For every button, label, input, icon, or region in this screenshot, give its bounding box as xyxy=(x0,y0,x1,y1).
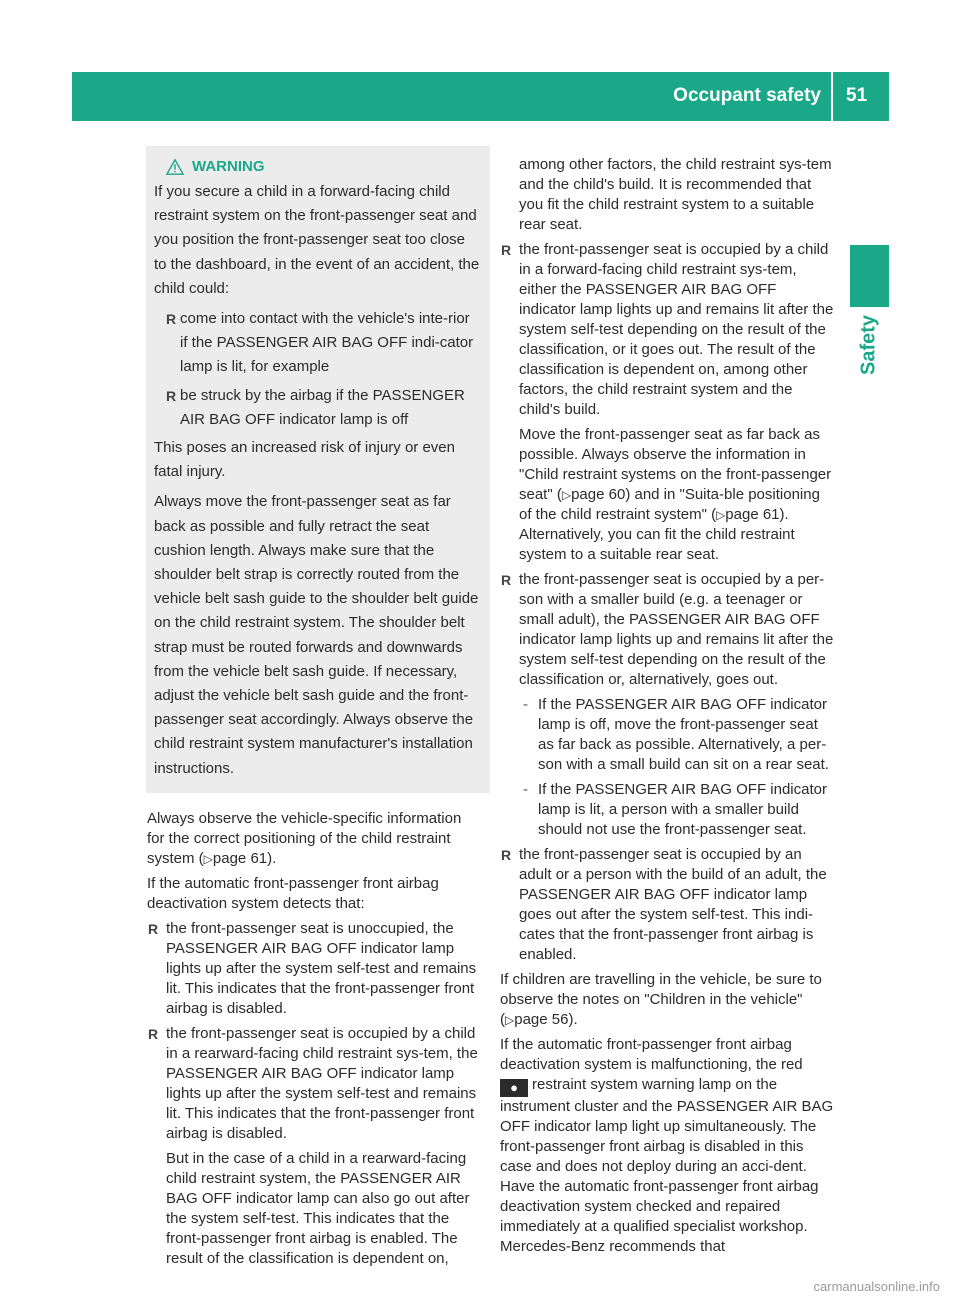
dash-item xyxy=(519,780,835,840)
dash-icon: - xyxy=(523,696,528,713)
warning-bullet xyxy=(154,384,481,432)
page-ref-arrow-icon: ▷ xyxy=(716,508,726,522)
right-column xyxy=(500,155,835,1262)
left-column xyxy=(147,146,481,1274)
paragraph-text: Move the front-passenger seat as far back as possible. Always observe the information in "Child restraint systems on the front-passenger seat" ( xyxy=(519,426,832,503)
airbag-warning-icon: ● xyxy=(500,1079,528,1097)
paragraph xyxy=(147,809,481,869)
paragraph-text: Always observe the vehicle-specific information for the correct positioning of the child restraint system ( xyxy=(147,809,462,867)
header-bar xyxy=(72,72,889,121)
page-reference-link[interactable]: page 61 xyxy=(212,849,268,867)
bullet-icon: R xyxy=(148,1025,159,1042)
list-item xyxy=(500,240,835,565)
bullet-icon: R xyxy=(501,572,512,588)
list-item-text: the front-passenger seat is occupied by a per-son with a smaller build (e.g. a teenager or small adult), the PASSENGER AIR BAG OFF indicator lamp lights up and remains lit after the system self-test depending on the result of the classification or, alternatively, goes out. xyxy=(519,571,834,688)
dash-icon: - xyxy=(523,781,528,798)
paragraph xyxy=(500,1035,835,1257)
list-item xyxy=(147,919,481,1019)
paragraph-text: ) and in "Suita-ble positioning of the child restraint system" ( xyxy=(519,486,820,523)
watermark: carmanualsonline.info xyxy=(813,1279,940,1294)
list-item xyxy=(500,570,835,840)
page-reference-link[interactable]: page 60 xyxy=(571,486,626,503)
page-ref-arrow-icon: ▷ xyxy=(561,488,572,502)
list-item-continued xyxy=(500,155,835,235)
paragraph-text: If the automatic front-passenger front airbag deactivation system is malfunctioning, the red xyxy=(500,1036,803,1073)
list-item xyxy=(147,1024,481,1269)
paragraph-text: ). xyxy=(267,849,277,867)
warning-bullet-text: be struck by the airbag if the PASSENGER AIR BAG OFF indicator lamp is off xyxy=(180,386,465,428)
warning-box xyxy=(146,146,490,793)
warning-title: WARNING xyxy=(192,158,265,175)
bullet-icon: R xyxy=(148,920,159,937)
list-item-text: the front-passenger seat is occupied by a child in a forward-facing child restraint sys-tem, either the PASSENGER AIR BAG OFF indicator lamp lights up and remains lit after the system self-test depending on the result of the classification, or it goes out. The result of the classification is dependent on, among other factors, the child restraint system and the child's build. xyxy=(519,241,834,418)
list-item-text: the front-passenger seat is occupied by an adult or a person with the build of an adult, the PASSENGER AIR BAG OFF indicator lamp goes out after the system self-test. This indi-cates that the front-passenger front airbag is enabled. xyxy=(519,846,827,963)
header-divider xyxy=(831,72,833,121)
dash-item xyxy=(519,695,835,775)
list-item-text: the front-passenger seat is unoccupied, the PASSENGER AIR BAG OFF indicator lamp lights up after the system self-test and remains lit. This indicates that the front-passenger front airbag is disabled. xyxy=(166,919,477,1017)
bullet-icon: R xyxy=(501,242,512,258)
list-item-subparagraph: But in the case of a child in a rearward-facing child restraint system, the PASSENGER AIR BAG OFF indicator lamp can also go out after the system self-test. This indicates that the front-passenger front airbag is enabled. The result of the classification is dependent on, xyxy=(166,1149,470,1267)
side-tab-marker xyxy=(850,245,889,307)
bullet-icon: R xyxy=(166,311,177,328)
bullet-icon: R xyxy=(166,387,177,404)
list-item-subparagraph xyxy=(519,425,835,565)
warning-heading xyxy=(166,156,481,178)
warning-bullet-text: come into contact with the vehicle's inte-rior if the PASSENGER AIR BAG OFF indi-cator lamp is lit, for example xyxy=(180,310,474,376)
bullet-icon: R xyxy=(501,847,512,863)
page-reference-link[interactable]: page 56 xyxy=(514,1011,569,1028)
paragraph xyxy=(500,970,835,1030)
page-section-title: Occupant safety xyxy=(673,85,821,106)
dash-item-text: If the PASSENGER AIR BAG OFF indicator lamp is lit, a person with a smaller build should not use the front-passenger seat. xyxy=(538,781,827,838)
list-item xyxy=(500,845,835,965)
warning-triangle-icon xyxy=(166,158,184,176)
warning-para: This poses an increased risk of injury or even fatal injury. xyxy=(154,439,455,481)
paragraph: If the automatic front-passenger front airbag deactivation system detects that: xyxy=(147,874,439,912)
paragraph-text: ). Alternatively, you can fit the child restraint system to a suitable rear seat. xyxy=(519,506,795,563)
paragraph-text: ). xyxy=(568,1011,578,1028)
paragraph-text: If children are travelling in the vehicle, be sure to observe the notes on "Children in the vehicle" ( xyxy=(500,971,822,1028)
dash-item-text: If the PASSENGER AIR BAG OFF indicator lamp is off, move the front-passenger seat as far back as possible. Alternatively, a per-son with a small build can sit on a rear seat. xyxy=(538,696,829,773)
page-ref-arrow-icon: ▷ xyxy=(505,1013,515,1027)
page-reference-link[interactable]: page 61 xyxy=(725,506,780,523)
page-number: 51 xyxy=(846,85,868,106)
warning-bullet xyxy=(154,307,481,380)
page-ref-arrow-icon: ▷ xyxy=(203,851,213,866)
warning-intro: If you secure a child in a forward-facing child restraint system on the front-passenger seat and you position the front-passenger seat too close to the dashboard, in the event of an accident, the child could: xyxy=(154,183,480,297)
list-item-text: among other factors, the child restraint sys-tem and the child's build. It is recommended that you fit the child restraint system to a suitable rear seat. xyxy=(519,156,832,233)
side-tab-label: Safety xyxy=(857,314,880,376)
list-item-text: the front-passenger seat is occupied by a child in a rearward-facing child restraint sys-tem, the PASSENGER AIR BAG OFF indicator lamp lights up after the system self-test and remains lit. This indicates that the front-passenger front airbag is disabled. xyxy=(166,1024,478,1142)
paragraph-text: restraint system warning lamp on the instrument cluster and the PASSENGER AIR BAG OFF indicator lamp light up simultaneously. The front-passenger front airbag is disabled in this case and does not deploy during an acci-dent. Have the automatic front-passenger front airbag deactivation system checked and repaired immediately at a qualified specialist workshop. Mercedes-Benz recommends that xyxy=(500,1076,834,1255)
warning-para: Always move the front-passenger seat as far back as possible and fully retract the seat cushion length. Always make sure that the shoulder belt strap is correctly routed from the vehicle belt sash guide to the shoulder belt guide on the child restraint system. The shoulder belt strap must be routed forwards and downwards from the vehicle belt sash guide. If necessary, adjust the vehicle belt sash guide and the front-passenger seat accordingly. Always observe the child restraint system manufacturer's installation instructions. xyxy=(154,493,479,777)
